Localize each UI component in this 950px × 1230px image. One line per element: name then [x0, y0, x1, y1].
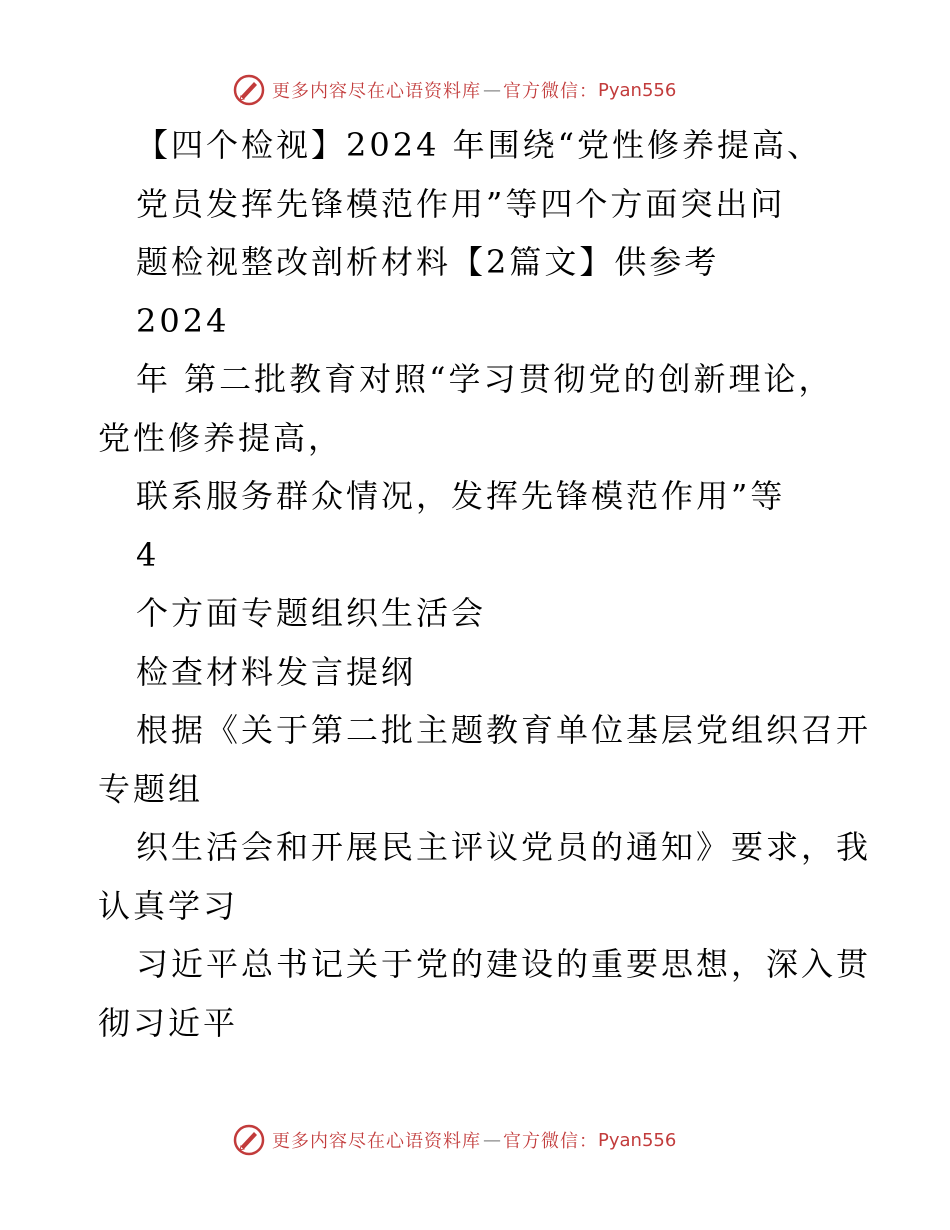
header-watermark — [232, 72, 676, 108]
document-body — [98, 116, 872, 1052]
doc-line: 2024 — [136, 301, 230, 340]
doc-line: 年 第二批教育对照“学习贯彻党的创新理论， — [136, 360, 834, 398]
watermark-dash: — — [483, 1129, 501, 1151]
doc-line: 认真学习 — [98, 886, 239, 925]
doc-line: 党性修养提高， — [98, 418, 344, 457]
doc-line: 【四个检视】2024 年围绕“党性修养提高、 — [136, 126, 822, 164]
doc-line: 党员发挥先锋模范作用”等四个方面突出问 — [136, 184, 786, 223]
doc-line: 根据《关于第二批主题教育单位基层党组织召开 — [136, 711, 872, 749]
watermark-brand: 更多内容尽在心语资料库 — [272, 1131, 481, 1152]
doc-line: 个方面专题组织生活会 — [136, 594, 487, 632]
doc-line: 彻习近平 — [98, 1003, 239, 1042]
brand-logo-icon — [232, 1123, 266, 1157]
doc-line: 题检视整改剖析材料【2篇文】供参考 — [136, 243, 720, 281]
watermark-label: 官方微信： — [503, 1131, 598, 1152]
footer-watermark — [232, 1122, 676, 1158]
doc-line: 检查材料发言提纲 — [136, 652, 417, 691]
doc-line: 织生活会和开展民主评议党员的通知》要求，我 — [136, 828, 872, 866]
doc-line: 4 — [136, 535, 160, 574]
doc-line: 专题组 — [98, 769, 204, 808]
watermark-wechat-id: Pyan556 — [598, 79, 677, 101]
brand-logo-icon — [232, 73, 266, 107]
watermark-label: 官方微信： — [503, 81, 598, 102]
watermark-wechat-id: Pyan556 — [598, 1129, 677, 1151]
watermark-dash: — — [483, 79, 501, 101]
watermark-brand: 更多内容尽在心语资料库 — [272, 81, 481, 102]
doc-line: 联系服务群众情况，发挥先锋模范作用”等 — [136, 477, 786, 515]
doc-line: 习近平总书记关于党的建设的重要思想，深入贯 — [136, 945, 872, 983]
